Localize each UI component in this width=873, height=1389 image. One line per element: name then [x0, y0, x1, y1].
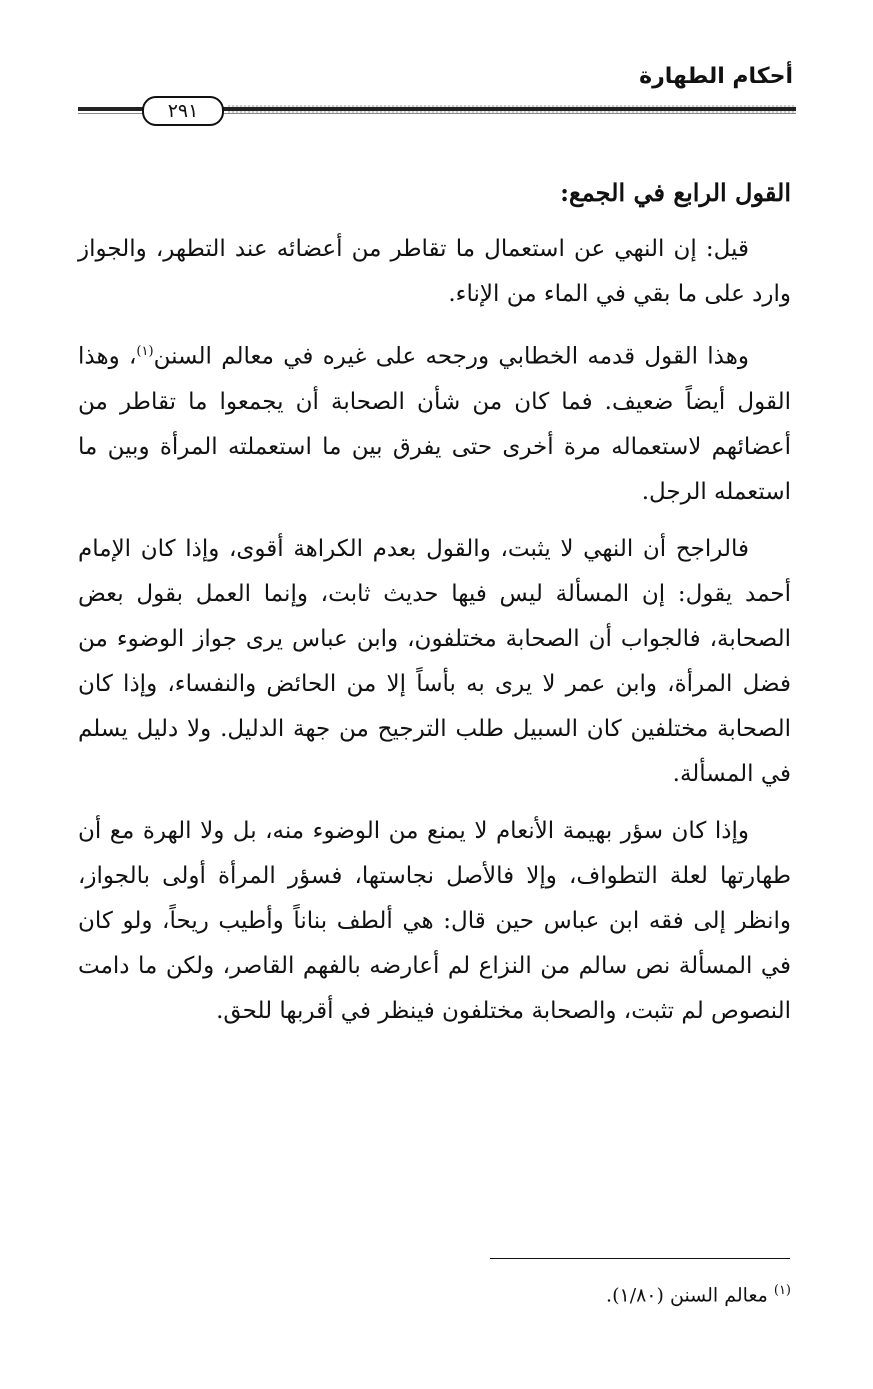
footnote-1-mark: (١): [773, 1283, 791, 1298]
paragraph-2-part-2: ، وهذا القول أيضاً ضعيف. فما كان من شأن الصحابة أن يجمعوا ما تقاطر من أعضائهم لاستعماله مرة أخرى حتى يفرق بين ما استعملته المرأة وبين ما استعمله الرجل.: [78, 343, 792, 505]
paragraph-2: [78, 329, 791, 515]
footnote-reference[interactable]: (١): [136, 344, 154, 359]
header-rule: [78, 96, 796, 124]
footnote-1-text: معالم السنن (١/٨٠).: [606, 1284, 768, 1307]
paragraph-1: قيل: إن النهي عن استعمال ما تقاطر من أعضائه عند التطهر، والجواز وارد على ما بقي في الماء من الإناء.: [78, 236, 791, 307]
section-heading: القول الرابع في الجمع:: [560, 178, 791, 207]
page-number: ٢٩١: [142, 96, 224, 126]
main-text: [78, 170, 791, 1046]
running-title: أحكام الطهارة: [639, 64, 793, 89]
footnote-separator: [490, 1258, 790, 1259]
paragraph-2-part-1: وهذا القول قدمه الخطابي ورجحه على غيره في معالم السنن: [153, 343, 749, 370]
footnote-1: [606, 1276, 791, 1310]
paragraph-3: فالراجح أن النهي لا يثبت، والقول بعدم الكراهة أقوى، وإذا كان الإمام أحمد يقول: إن المسألة ليس فيها حديث ثابت، وإنما العمل بقول بعض الصحابة، فالجواب أن الصحابة مختلفون، وابن عباس يرى جواز الوضوء من فضل المرأة، وابن عمر لا يرى به بأساً إلا من الحائض والنفساء، وإذا كان الصحابة مختلفين كان السبيل طلب الترجيح من جهة الدليل. ولا دليل يسلم في المسألة.: [78, 535, 791, 787]
paragraph-4: وإذا كان سؤر بهيمة الأنعام لا يمنع من الوضوء منه، بل ولا الهرة مع أن طهارتها لعلة التطواف، وإلا فالأصل نجاستها، فسؤر المرأة أولى بالجواز، وانظر إلى فقه ابن عباس حين قال: هي ألطف بناناً وأطيب ريحاً، ولو كان في المسألة نص سالم من النزاع لم أعارضه بالفهم القاصر، ولكن ما دامت النصوص لم تثبت، والصحابة مختلفون فينظر في أقربها للحق.: [78, 817, 791, 1024]
